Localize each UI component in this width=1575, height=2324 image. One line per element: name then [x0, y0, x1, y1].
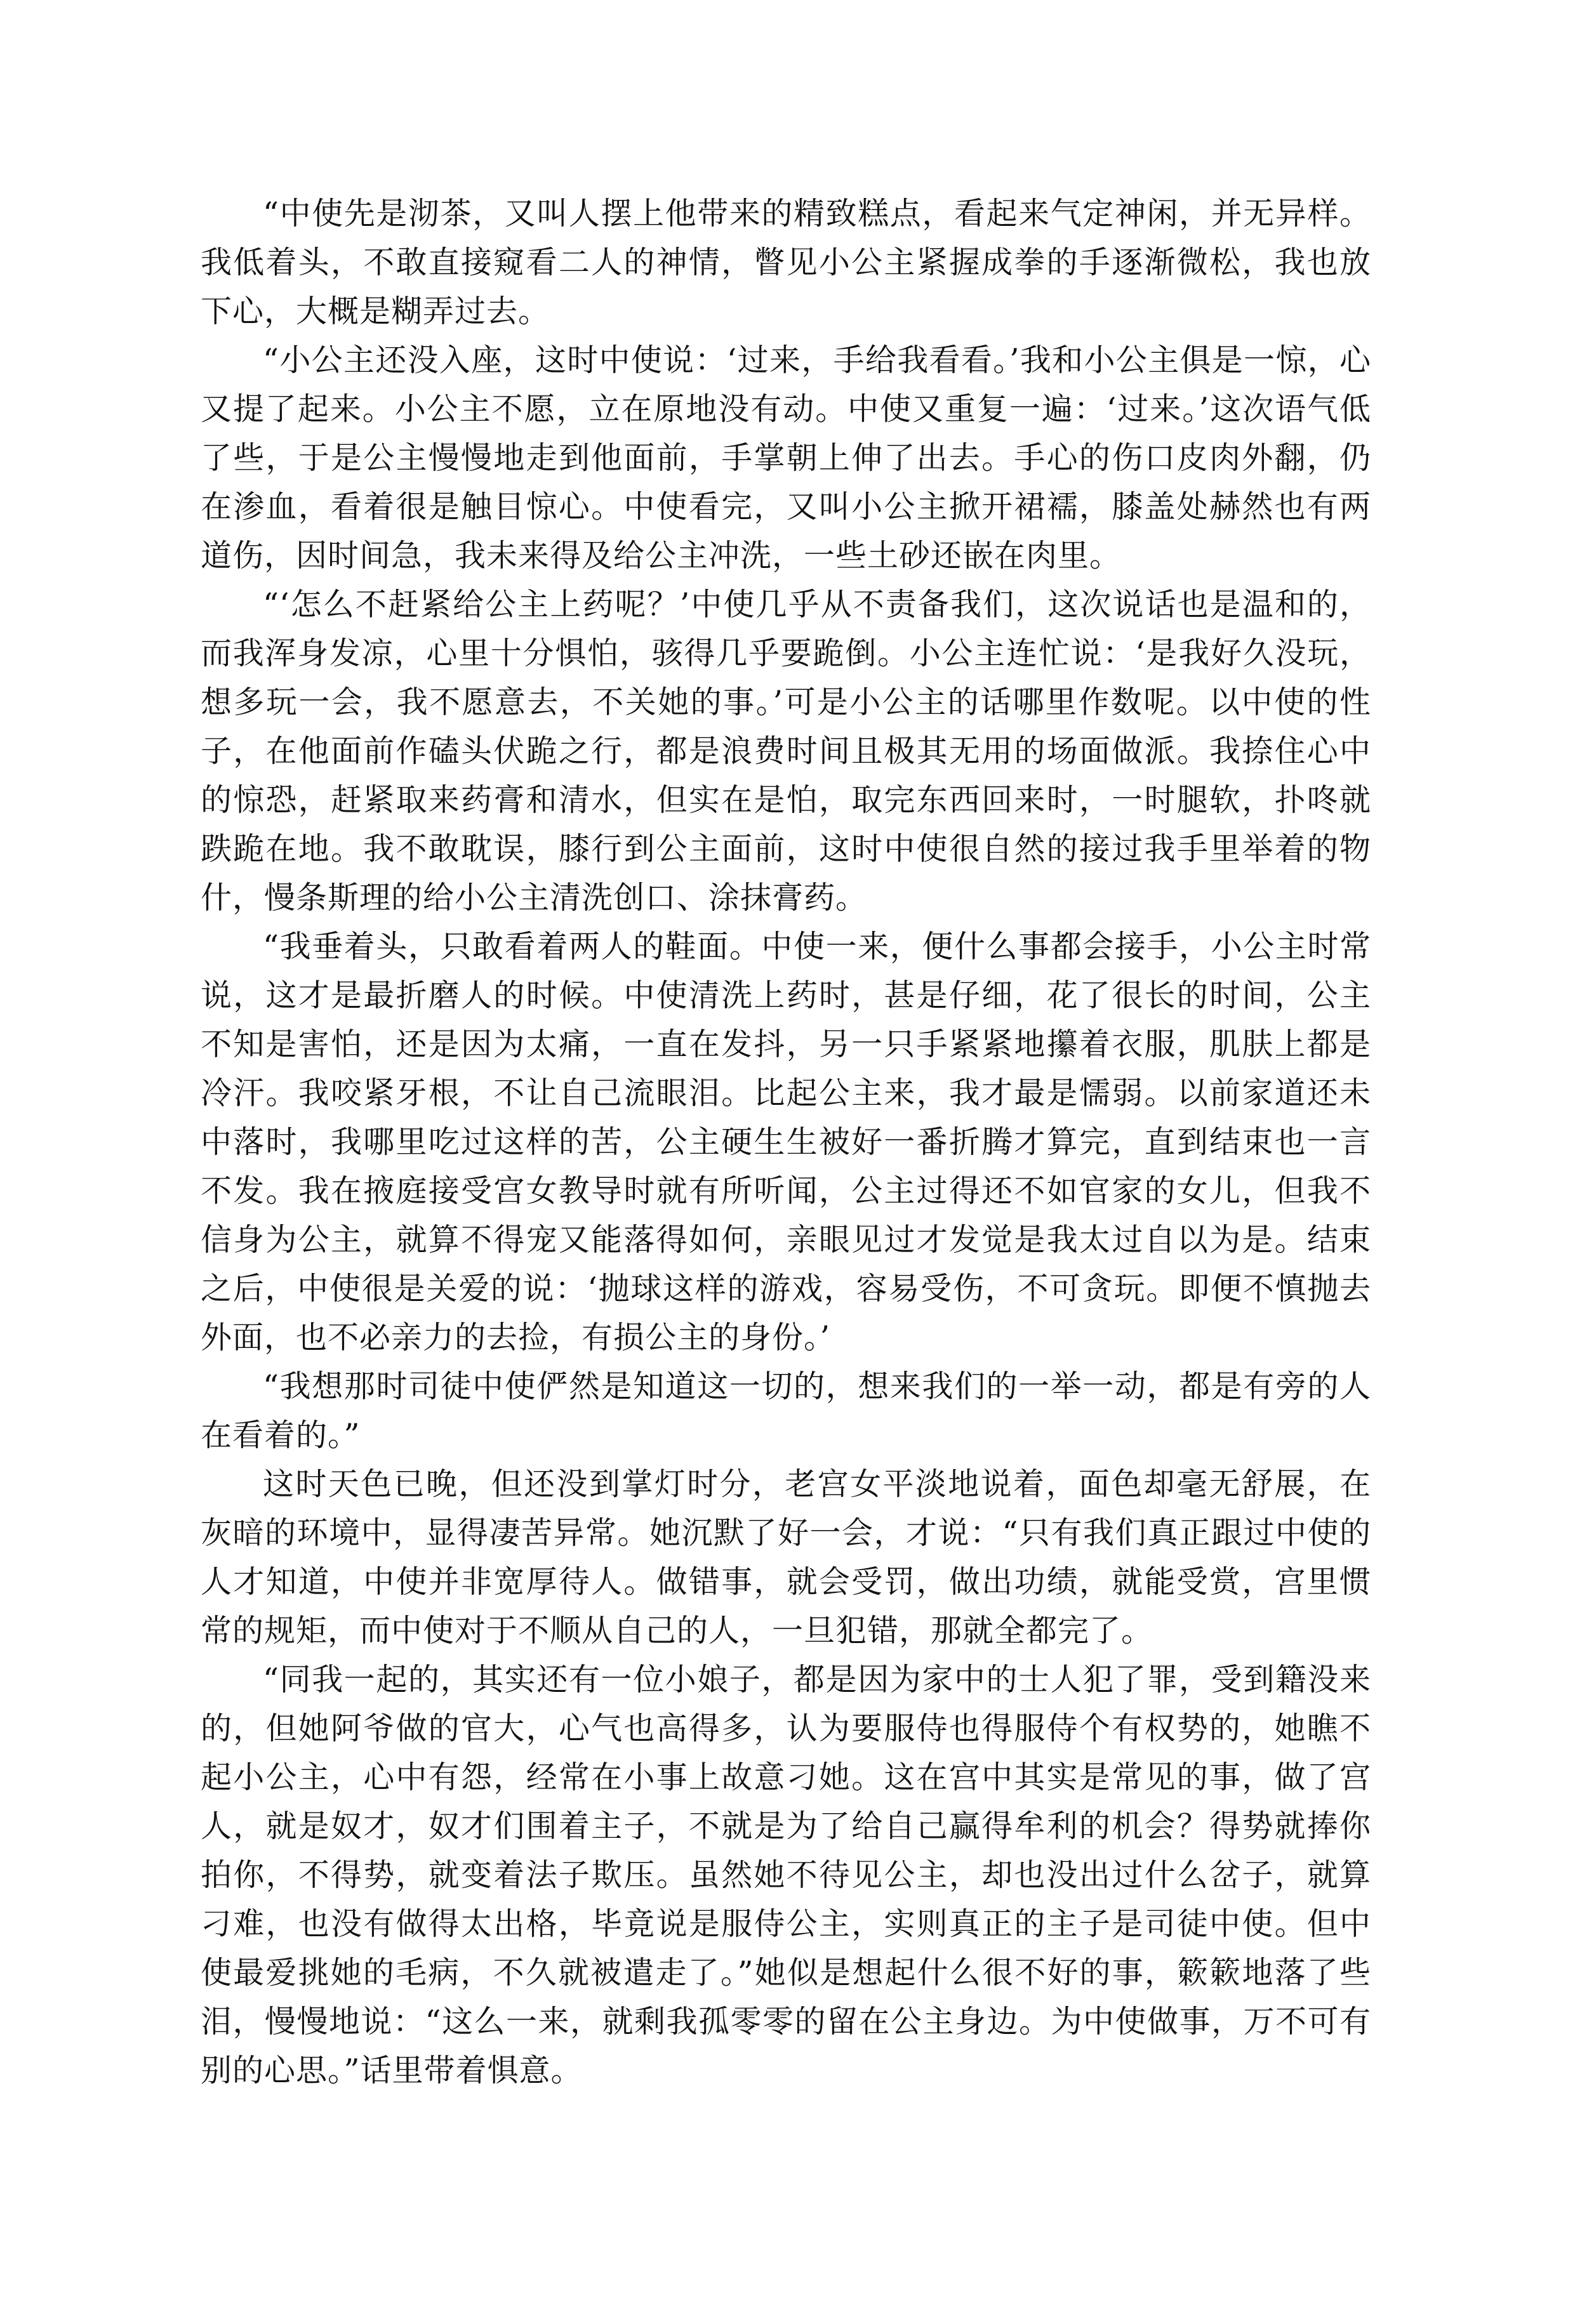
- paragraph-1: “中使先是沏茶，又叫人摆上他带来的精致糕点，看起来气定神闲，并无异样。我低着头，不敢直接窥看二人的神情，瞥见小公主紧握成拳的手逐渐微松，我也放下心，大概是糊弄过去。: [201, 195, 1371, 329]
- paragraph-7: “同我一起的，其实还有一位小娘子，都是因为家中的士人犯了罪，受到籍没来的，但她阿爷做的官大，心气也高得多，认为要服侍也得服侍个有权势的，她瞧不起小公主，心中有怨，经常在小事上故意刁她。这在宫中其实是常见的事，做了宫人，就是奴才，奴才们围着主子，不就是为了给自己赢得牟利的机会？得势就捧你拍你，不得势，就变着法子欺压。虽然她不待见公主，却也没出过什么岔子，就算刁难，也没有做得太出格，毕竟说是服侍公主，实则真正的主子是司徒中使。但中使最爱挑她的毛病，不久就被遣走了。”她似是想起什么很不好的事，簌簌地落了些泪，慢慢地说：“这么一来，就剩我孤零零的留在公主身边。为中使做事，万不可有别的心思。”话里带着惧意。: [201, 1661, 1371, 2089]
- paragraph-3: “‘怎么不赶紧给公主上药呢？’中使几乎从不责备我们，这次说话也是温和的，而我浑身发凉，心里十分惧怕，骇得几乎要跪倒。小公主连忙说：‘是我好久没玩，想多玩一会，我不愿意去，不关她的事。’可是小公主的话哪里作数呢。以中使的性子，在他面前作磕头伏跪之行，都是浪费时间且极其无用的场面做派。我捺住心中的惊恐，赶紧取来药膏和清水，但实在是怕，取完东西回来时，一时腿软，扑咚就跌跪在地。我不敢耽误，膝行到公主面前，这时中使很自然的接过我手里举着的物什，慢条斯理的给小公主清洗创口、涂抹膏药。: [201, 586, 1371, 916]
- paragraph-6: 这时天色已晚，但还没到掌灯时分，老宫女平淡地说着，面色却毫无舒展，在灰暗的环境中，显得凄苦异常。她沉默了好一会，才说：“只有我们真正跟过中使的人才知道，中使并非宽厚待人。做错事，就会受罚，做出功绩，就能受赏，宫里惯常的规矩，而中使对于不顺从自己的人，一旦犯错，那就全都完了。: [201, 1466, 1371, 1649]
- paragraph-5: “我想那时司徒中使俨然是知道这一切的，想来我们的一举一动，都是有旁的人在看着的。”: [201, 1368, 1371, 1453]
- paragraph-4: “我垂着头，只敢看着两人的鞋面。中使一来，便什么事都会接手，小公主时常说，这才是最折磨人的时候。中使清洗上药时，甚是仔细，花了很长的时间，公主不知是害怕，还是因为太痛，一直在发抖，另一只手紧紧地攥着衣服，肌肤上都是冷汗。我咬紧牙根，不让自己流眼泪。比起公主来，我才最是懦弱。以前家道还未中落时，我哪里吃过这样的苦，公主硬生生被好一番折腾才算完，直到结束也一言不发。我在掖庭接受宫女教导时就有所听闻，公主过得还不如官家的女儿，但我不信身为公主，就算不得宠又能落得如何，亲眼见过才发觉是我太过自以为是。结束之后，中使很是关爱的说：‘抛球这样的游戏，容易受伤，不可贪玩。即便不慎抛去外面，也不必亲力的去捡，有损公主的身份。’: [201, 928, 1371, 1356]
- body-text: [201, 189, 1371, 2095]
- paragraph-2: “小公主还没入座，这时中使说：‘过来，手给我看看。’我和小公主俱是一惊，心又提了起来。小公主不愿，立在原地没有动。中使又重复一遍：‘过来。’这次语气低了些，于是公主慢慢地走到他面前，手掌朝上伸了出去。手心的伤口皮肉外翻，仍在渗血，看着很是触目惊心。中使看完，又叫小公主掀开裙襦，膝盖处赫然也有两道伤，因时间急，我未来得及给公主冲洗，一些土砂还嵌在肉里。: [201, 342, 1371, 574]
